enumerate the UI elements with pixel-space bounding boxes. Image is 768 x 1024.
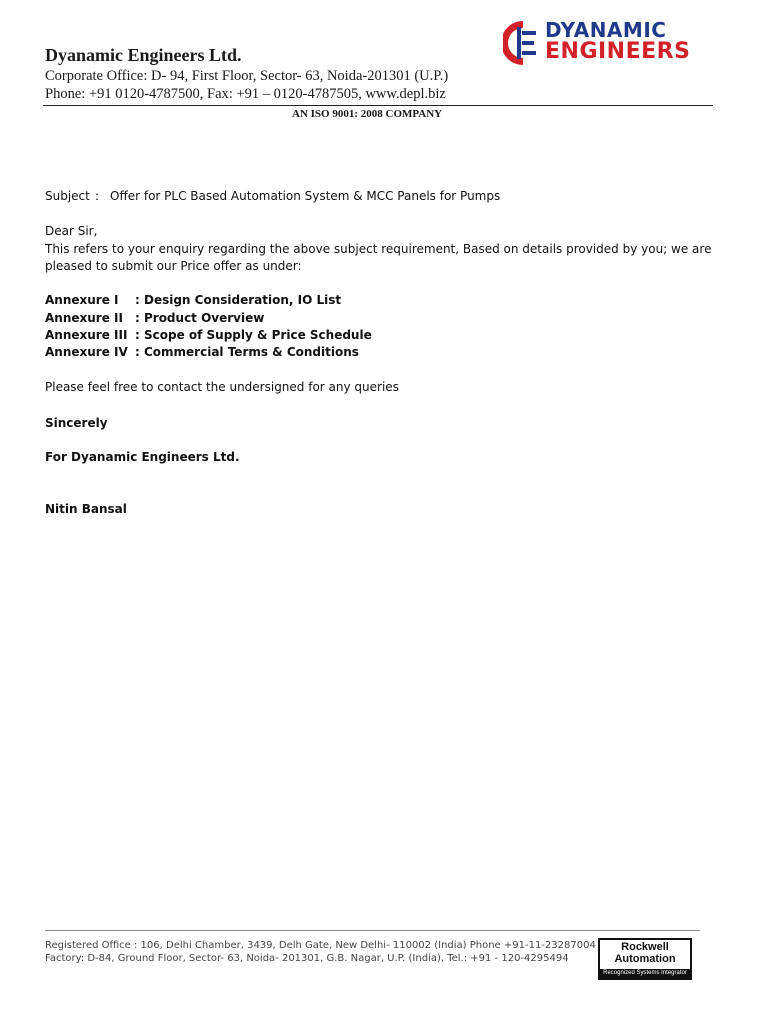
annexure-label: Annexure I (45, 293, 119, 307)
company-logo (503, 18, 693, 68)
for-company: For Dyanamic Engineers Ltd. (45, 450, 240, 464)
subject-text: Offer for PLC Based Automation System & MCC Panels for Pumps (110, 189, 501, 203)
annexure-label: Annexure III (45, 328, 128, 342)
rockwell-line2: Automation (614, 953, 676, 965)
footer-divider (45, 930, 700, 931)
annexure-label: Annexure IV (45, 345, 128, 359)
subject-colon: : (95, 189, 100, 203)
rockwell-line1: Rockwell (621, 941, 669, 953)
annexure-item (45, 311, 264, 325)
logo-text-dyanamic: DYANAMIC (545, 18, 667, 42)
registered-office: Registered Office : 106, Delhi Chamber, 3439, Delh Gate, New Delhi- 110002 (India) Phone +91-11-23287004 (45, 940, 596, 951)
annexure-text: : Commercial Terms & Conditions (135, 345, 359, 359)
subject-label: Subject (45, 189, 90, 203)
intro-paragraph: This refers to your enquiry regarding the above subject requirement, Based on details provided by you; we are pleased to submit our Price offer as under: (45, 242, 712, 273)
annexure-text: : Design Consideration, IO List (135, 293, 342, 307)
annexure-text: : Product Overview (135, 311, 265, 325)
rockwell-automation-badge (598, 938, 692, 980)
annexure-text: : Scope of Supply & Price Schedule (135, 328, 372, 342)
annexure-item (45, 328, 372, 342)
rockwell-subtitle: Recognized Systems Integrator (600, 969, 690, 978)
annexure-label: Annexure II (45, 311, 123, 325)
company-name: Dyanamic Engineers Ltd. (45, 45, 242, 65)
annexure-item (45, 345, 359, 359)
de-logo-icon (503, 18, 543, 68)
annexure-item (45, 293, 341, 307)
corporate-address: Corporate Office: D- 94, First Floor, Sector- 63, Noida-201301 (U.P.) (45, 68, 449, 84)
subject-line (45, 189, 500, 203)
salutation: Dear Sir, (45, 224, 98, 238)
signatory-name: Nitin Bansal (45, 502, 127, 516)
rockwell-badge-title (600, 941, 690, 965)
iso-certification: AN ISO 9001: 2008 COMPANY (292, 108, 443, 120)
contact-line: Phone: +91 0120-4787500, Fax: +91 – 0120-4787505, www.depl.biz (45, 86, 446, 102)
queries-line: Please feel free to contact the undersigned for any queries (45, 380, 399, 394)
logo-text-engineers: ENGINEERS (545, 39, 691, 64)
factory-address: Factory: D-84, Ground Floor, Sector- 63, Noida- 201301, G.B. Nagar, U.P. (India), Tel.: +91 - 120-4295494 (45, 953, 569, 964)
header-divider (43, 105, 713, 106)
closing: Sincerely (45, 416, 108, 430)
